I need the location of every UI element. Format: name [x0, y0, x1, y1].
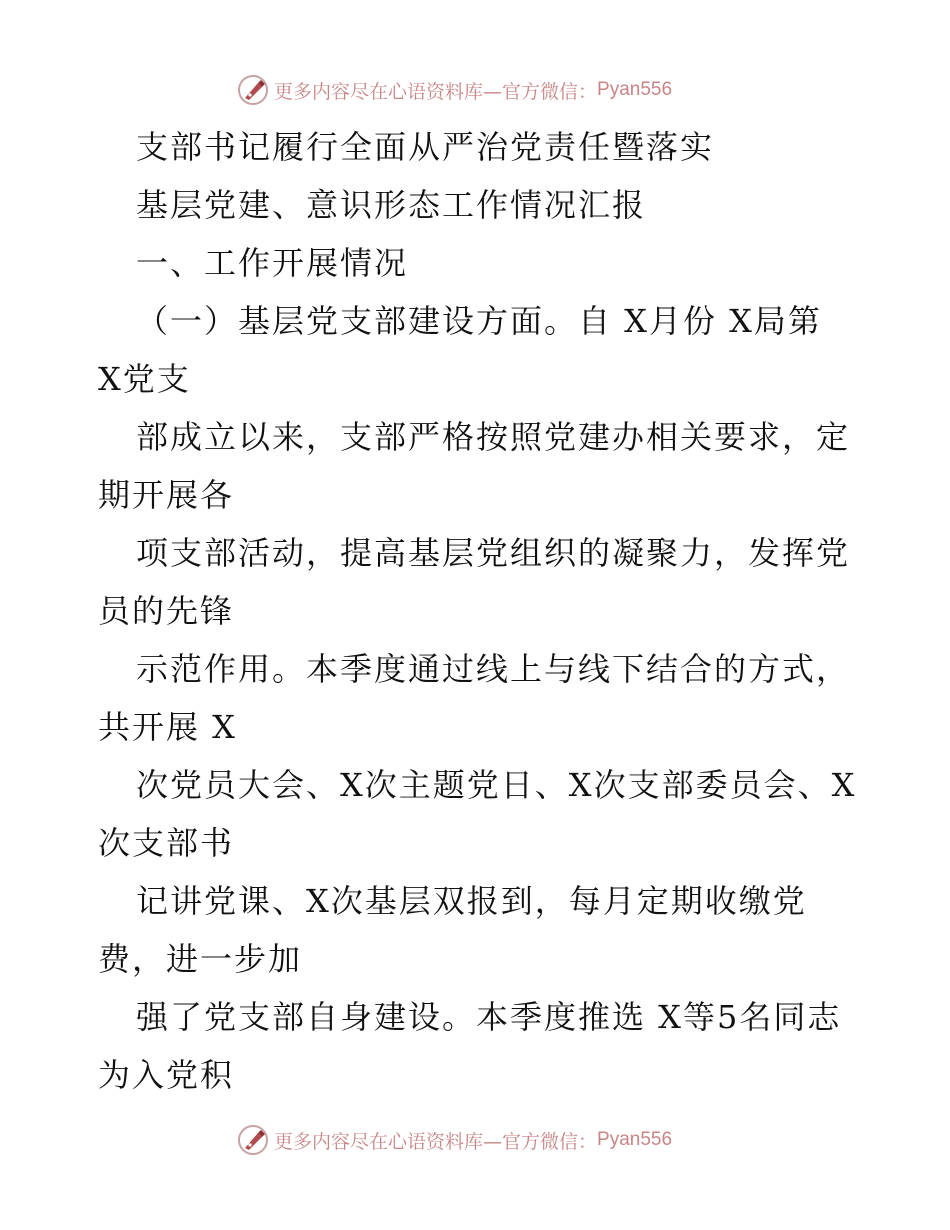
paragraph-line: 员的先锋: [98, 592, 235, 630]
watermark-text: 更多内容尽在心语资料库—官方微信：: [274, 1130, 598, 1153]
header-watermark: [236, 72, 672, 108]
footer-watermark: [236, 1122, 672, 1158]
document-title-line-2: 基层党建、意识形态工作情况汇报: [136, 186, 647, 224]
paragraph-line: 记讲党课、X次基层双报到，每月定期收缴党: [136, 882, 807, 920]
paragraph-line: 次支部书: [98, 824, 235, 862]
fountain-pen-logo-icon: [236, 73, 270, 107]
watermark-handle: Pyan556: [597, 1129, 673, 1150]
paragraph-line: 强了党支部自身建设。本季度推选 X等5名同志: [136, 998, 842, 1036]
paragraph-line: 次党员大会、X次主题党日、X次支部委员会、X: [136, 766, 857, 804]
document-title-line-1: 支部书记履行全面从严治党责任暨落实: [136, 128, 715, 166]
watermark-text: 更多内容尽在心语资料库—官方微信：: [274, 80, 598, 103]
paragraph: [98, 292, 858, 1104]
paragraph-line: （一）基层党支部建设方面。自 X月份 X局第: [136, 302, 822, 340]
paragraph-line: X党支: [98, 360, 191, 398]
paragraph-line: 期开展各: [98, 476, 235, 514]
paragraph-line: 部成立以来，支部严格按照党建办相关要求，定: [136, 418, 851, 456]
paragraph-line: 项支部活动，提高基层党组织的凝聚力，发挥党: [136, 534, 851, 572]
watermark-handle: Pyan556: [597, 79, 673, 100]
paragraph-line: 共开展 X: [98, 708, 237, 746]
paragraph-line: 费，进一步加: [98, 940, 303, 978]
paragraph-line: 为入党积: [98, 1056, 235, 1094]
section-heading: 一、工作开展情况: [136, 244, 409, 282]
paragraph-line: 示范作用。本季度通过线上与线下结合的方式，: [136, 650, 851, 688]
fountain-pen-logo-icon: [236, 1123, 270, 1157]
document-body: [98, 118, 858, 1104]
